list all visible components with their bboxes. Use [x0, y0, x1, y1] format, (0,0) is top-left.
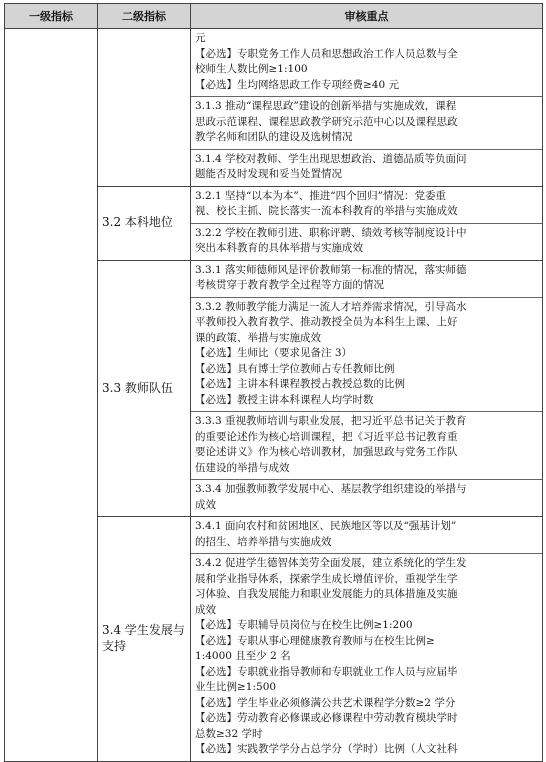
review-item — [191, 223, 542, 260]
level2-label: 支持 — [102, 638, 127, 653]
review-line: 思政示范课程、课程思政教学研究示范中心以及课程思政 — [195, 115, 458, 128]
review-line: 元 — [195, 32, 206, 44]
review-item — [191, 411, 542, 479]
review-item — [191, 517, 542, 553]
review-line: 校师生人数比例≥1:100 — [195, 63, 308, 75]
header-focus: 审核重点 — [191, 4, 543, 29]
review-line: 题能否及时发现和妥当处置情况 — [195, 168, 342, 180]
review-line: 3.2.2 学校在教师引进、职称评聘、绩效考核等制度设计中 — [195, 226, 467, 239]
review-line: 平教师投入教育教学、推动教授全员为本科生上课、上好 — [195, 316, 458, 328]
review-line: 【必选】实践教学学分占总学分（学时）比例（人文社科 — [195, 743, 458, 755]
review-item — [191, 149, 542, 186]
level2-label: 3.4 学生发展与 — [102, 623, 185, 638]
review-line: 【必选】学生毕业必须修满公共艺术课程学分数≥2 学分 — [195, 696, 456, 709]
review-line: 【必选】劳动教育必修课或必修课程中劳动教育模块学时 — [195, 712, 458, 724]
review-line: 【必选】主讲本科课程教授占教授总数的比例 — [195, 378, 405, 390]
review-line: 【必选】专职从事心理健康教育教师与在校生比例≥ — [195, 634, 435, 647]
review-line: 的重要论述作为核心培训课程，把《习近平总书记教育重 — [195, 430, 458, 443]
review-line: 3.3.1 落实师德师风是评价教师第一标准的情况，落实师德 — [195, 263, 467, 276]
review-line: 1:4000 且至少 2 名 — [195, 650, 291, 662]
review-line: 成效 — [195, 603, 216, 616]
review-line: 展和学业指导体系，探索学生成长增值评价，重视学生学 — [195, 572, 458, 585]
header-level2: 二级指标 — [98, 4, 191, 29]
review-line: 3.1.3 推动“课程思政”建设的创新举措与实施成效，课程 — [195, 100, 457, 112]
review-line: 【必选】具有博士学位教师占专任教师比例 — [195, 362, 395, 375]
focus-cell — [191, 29, 543, 187]
review-line: 成效 — [195, 498, 216, 511]
review-line: 3.4.1 面向农村和贫困地区、民族地区等以及“强基计划” — [195, 520, 457, 532]
review-item — [191, 297, 542, 412]
review-line: 3.4.2 促进学生德智体美劳全面发展，建立系统化的学生发 — [195, 557, 467, 569]
review-item — [191, 187, 542, 223]
level2-cell: 3.3 教师队伍 — [98, 260, 191, 517]
review-line: 要论述讲义》作为核心培训教材，加强思政与党务工作队 — [195, 446, 458, 458]
review-line: 课的政策、举措与实施成效 — [195, 331, 321, 344]
review-line: 教学名师和团队的建设及选树情况 — [195, 131, 353, 143]
review-line: 视、校长主抓、院长落实一流本科教育的举措与实施成效 — [195, 205, 458, 217]
review-item — [191, 553, 542, 761]
review-line: 3.3.2 教师教学能力满足一流人才培养需求情况，引导高水 — [195, 300, 467, 313]
review-line: 业生比例≥1:500 — [195, 681, 277, 693]
review-line: 【必选】专职就业指导教师和专职就业工作人员与应届毕 — [195, 665, 458, 678]
focus-cell — [191, 186, 543, 260]
level1-cell — [5, 29, 98, 762]
review-line: 考核贯穿于教育教学全过程等方面的情况 — [195, 279, 384, 291]
review-line: 的招生、培养举措与实施成效 — [195, 535, 332, 548]
review-line: 伍建设的举措与成效 — [195, 461, 290, 474]
level2-cell — [98, 517, 191, 762]
review-line: 3.3.4 加强教师教学发展中心、基层教学组织建设的举措与 — [195, 483, 467, 495]
focus-cell — [191, 517, 543, 762]
review-line: 【必选】教授主讲本科课程人均学时数 — [195, 393, 374, 406]
header-level1: 一级指标 — [5, 4, 98, 29]
table-row — [5, 29, 543, 187]
review-item — [191, 96, 542, 149]
review-line: 突出本科教育的具体举措与实施成效 — [195, 242, 363, 254]
review-item — [191, 29, 542, 96]
review-line: 【必选】生师比（要求见备注 3） — [195, 347, 353, 359]
review-line: 习体验、自我发展能力和职业发展能力的具体措施及实施 — [195, 588, 458, 600]
review-line: 3.1.4 学校对教师、学生出现思想政治、道德品质等负面问 — [195, 152, 467, 165]
review-table — [4, 3, 543, 762]
level2-cell: 3.2 本科地位 — [98, 186, 191, 260]
level2-cell — [98, 29, 191, 187]
review-line: 【必选】生均网络思政工作专项经费≥40 元 — [195, 78, 399, 91]
review-item — [191, 261, 542, 297]
review-line: 【必选】专职辅导员岗位与在校生比例≥1:200 — [195, 619, 413, 631]
review-item — [191, 479, 542, 516]
focus-cell — [191, 260, 543, 517]
review-line: 总数≥32 学时 — [195, 727, 263, 740]
review-line: 3.2.1 坚持“以本为本”、推进“四个回归”情况：党委重 — [195, 189, 447, 202]
review-line: 3.3.3 重视教师培训与职业发展，把习近平总书记关于教育 — [195, 415, 467, 427]
header-row — [5, 4, 543, 29]
review-line: 【必选】专职党务工作人员和思想政治工作人员总数与全 — [195, 47, 458, 60]
